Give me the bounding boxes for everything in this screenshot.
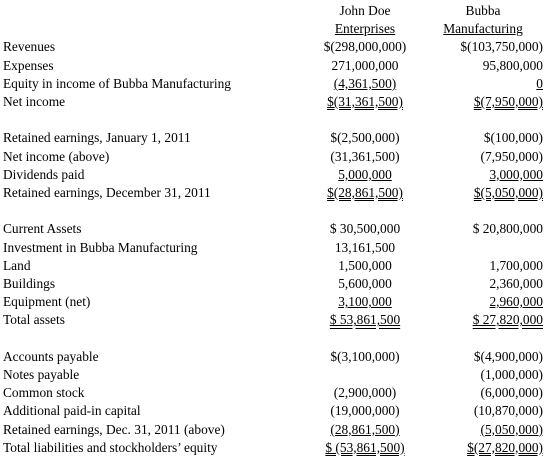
row-label: Retained earnings, December 31, 2011 [3,185,211,201]
retained-row [3,184,543,202]
bubba-amount [423,220,543,238]
retained-row [3,129,543,147]
john-header-line2: Enterprises [334,21,396,37]
john-doe-value: $ (53,861,500) [325,439,405,455]
john-doe-amount [307,75,423,93]
bubba-value: (6,000,000) [480,385,543,401]
john-doe-amount [307,257,423,275]
bubba-amount [423,239,543,257]
john-doe-amount [307,129,423,147]
row-label: Equity in income of Bubba Manufacturing [3,75,231,91]
bubba-amount [423,57,543,75]
bubba-amount [423,311,543,329]
section-spacer [3,202,543,220]
bubba-amount [423,75,543,93]
column-header-row [3,2,543,38]
bubba-column-header [423,2,543,38]
bubba-value: $(7,950,000) [473,94,543,110]
john-doe-amount [307,239,423,257]
john-doe-value: 13,161,500 [334,239,396,255]
row-label: Land [3,257,31,273]
john-doe-amount [307,57,423,75]
john-doe-value: $ 30,500,000 [329,221,401,237]
liabilities-row [3,421,543,439]
bubba-value: $ 20,800,000 [472,221,543,237]
income-row [3,93,543,111]
john-doe-amount [307,348,423,366]
row-label: Current Assets [3,221,82,237]
john-doe-amount [307,93,423,111]
bubba-header-line1: Bubba [465,3,501,18]
row-label: Common stock [3,385,85,401]
john-doe-value: 5,600,000 [338,276,392,292]
bubba-amount [423,129,543,147]
section-spacer [3,330,543,348]
john-doe-value: (31,361,500) [330,148,400,164]
john-doe-value: (2,900,000) [333,385,397,401]
statement-body [3,38,543,457]
bubba-value: $(4,900,000) [473,348,543,364]
bubba-value: 0 [536,75,543,91]
bubba-amount [423,166,543,184]
row-label: Revenues [3,39,56,55]
john-doe-value: $(298,000,000) [323,39,407,55]
financial-statement-table [3,2,543,457]
john-doe-value: $(3,100,000) [330,348,400,364]
john-doe-amount [307,293,423,311]
bubba-amount [423,384,543,402]
bubba-value: (1,000,000) [480,367,543,383]
john-doe-amount [307,275,423,293]
john-doe-value: (19,000,000) [330,403,400,419]
row-label: Dividends paid [3,166,85,182]
row-label: Expenses [3,57,54,73]
bubba-amount [423,93,543,111]
bubba-value: 2,960,000 [489,294,543,310]
bubba-amount [423,421,543,439]
john-doe-value: (4,361,500) [333,75,397,91]
assets-row [3,293,543,311]
john-doe-amount [307,384,423,402]
income-row [3,75,543,93]
bubba-header-line2: Manufacturing [443,21,523,37]
bubba-value: 3,000,000 [489,166,543,182]
row-label: Retained earnings, January 1, 2011 [3,130,191,146]
john-doe-amount [307,148,423,166]
john-doe-amount [307,311,423,329]
john-doe-amount [307,366,423,384]
assets-row [3,220,543,238]
bubba-value: (10,870,000) [473,403,543,419]
bubba-value: $(100,000) [483,130,543,146]
john-doe-value: 5,000,000 [338,166,392,182]
liabilities-row [3,402,543,420]
bubba-amount [423,38,543,56]
row-label: Total liabilities and stockholders’ equity [3,439,218,455]
retained-row [3,148,543,166]
john-doe-amount [307,166,423,184]
bubba-value: (7,950,000) [480,148,543,164]
income-row [3,38,543,56]
bubba-amount [423,275,543,293]
liabilities-row [3,366,543,384]
john-doe-amount [307,421,423,439]
john-doe-amount [307,220,423,238]
row-label: Investment in Bubba Manufacturing [3,239,198,255]
bubba-value: $(27,820,000) [467,439,543,455]
label-column-header [3,2,307,38]
john-doe-value: 271,000,000 [331,57,399,73]
row-label: Total assets [3,312,65,328]
john-doe-value: $(2,500,000) [330,130,400,146]
row-label: Net income [3,94,66,110]
bubba-value: 1,700,000 [489,257,543,273]
bubba-value: 95,800,000 [482,57,543,73]
row-label: Buildings [3,276,56,292]
bubba-amount [423,293,543,311]
john-doe-value: 3,100,000 [338,294,392,310]
john-doe-value: $(31,361,500) [327,94,403,110]
john-doe-value: $ 53,861,500 [329,312,401,328]
john-header-line1: John Doe [339,3,391,18]
bubba-amount [423,439,543,457]
bubba-amount [423,184,543,202]
john-doe-column-header [307,2,423,38]
bubba-value: (5,050,000) [480,421,543,437]
assets-row [3,239,543,257]
bubba-amount [423,366,543,384]
section-spacer [3,111,543,129]
bubba-value: $ 27,820,000 [472,312,543,328]
liabilities-row [3,439,543,457]
bubba-amount [423,148,543,166]
john-doe-value: 1,500,000 [338,257,392,273]
john-doe-value: (28,861,500) [330,421,400,437]
assets-row [3,311,543,329]
retained-row [3,166,543,184]
bubba-amount [423,348,543,366]
liabilities-row [3,348,543,366]
income-row [3,57,543,75]
row-label: Equipment (net) [3,294,91,310]
john-doe-value: $(28,861,500) [327,185,403,201]
john-doe-amount [307,439,423,457]
row-label: Notes payable [3,367,80,383]
john-doe-amount [307,38,423,56]
bubba-value: $(103,750,000) [460,39,543,55]
bubba-value: $(5,050,000) [473,185,543,201]
assets-row [3,257,543,275]
john-doe-amount [307,402,423,420]
row-label: Net income (above) [3,148,110,164]
bubba-amount [423,257,543,275]
john-doe-amount [307,184,423,202]
bubba-value: 2,360,000 [489,276,543,292]
bubba-amount [423,402,543,420]
assets-row [3,275,543,293]
liabilities-row [3,384,543,402]
row-label: Additional paid-in capital [3,403,141,419]
row-label: Retained earnings, Dec. 31, 2011 (above) [3,421,225,437]
row-label: Accounts payable [3,348,99,364]
